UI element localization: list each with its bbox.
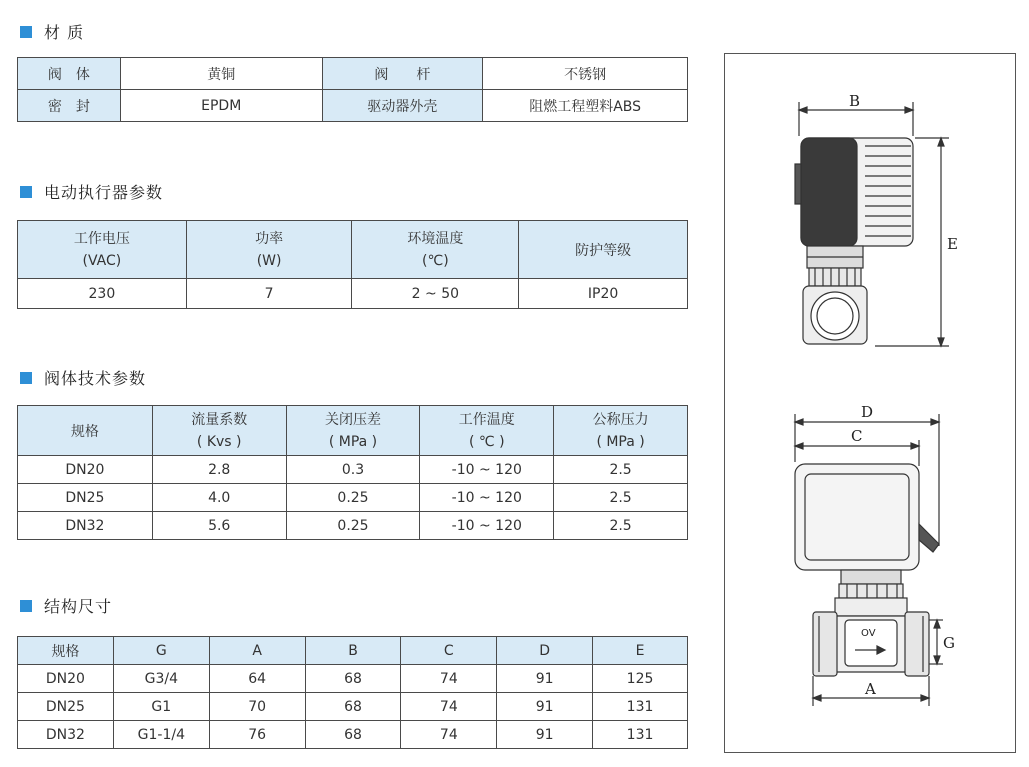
table-cell: G3/4 xyxy=(113,665,209,693)
table-row xyxy=(18,456,688,484)
table-cell: 64 xyxy=(209,665,305,693)
table-cell: G1-1/4 xyxy=(113,721,209,749)
material-label: 驱动器外壳 xyxy=(322,90,483,122)
dim-label-e: E xyxy=(947,235,958,253)
table-cell: DN20 xyxy=(18,456,153,484)
dim-label-g: G xyxy=(943,634,955,652)
table-cell: 2.5 xyxy=(554,512,688,540)
table-cell: 0.25 xyxy=(286,484,420,512)
material-table xyxy=(17,57,688,122)
material-value: EPDM xyxy=(120,90,322,122)
section-marker-icon xyxy=(20,186,32,198)
table-cell: 131 xyxy=(593,693,688,721)
header-cell: 关闭压差 ( MPa ) xyxy=(286,406,420,456)
table-cell: 230 xyxy=(18,279,187,309)
table-cell: -10 ~ 120 xyxy=(420,512,554,540)
table-cell: DN20 xyxy=(18,665,114,693)
table-cell: 74 xyxy=(401,665,497,693)
table-cell: 91 xyxy=(497,721,593,749)
table-cell: -10 ~ 120 xyxy=(420,484,554,512)
header-cell: 功率 (W) xyxy=(186,221,352,279)
table-row xyxy=(18,693,688,721)
header-cell: 防护等级 xyxy=(519,221,688,279)
header-cell: 规格 xyxy=(18,406,153,456)
table-row xyxy=(18,665,688,693)
table-row xyxy=(18,58,688,90)
table-cell: 70 xyxy=(209,693,305,721)
table-row xyxy=(18,721,688,749)
table-row xyxy=(18,484,688,512)
table-cell: 0.25 xyxy=(286,512,420,540)
table-cell: 2.8 xyxy=(152,456,286,484)
table-cell: 74 xyxy=(401,721,497,749)
table-cell: 76 xyxy=(209,721,305,749)
table-cell: DN32 xyxy=(18,512,153,540)
table-cell: 2 ~ 50 xyxy=(352,279,519,309)
actuator-table xyxy=(17,220,688,309)
header-cell: B xyxy=(305,637,401,665)
header-cell: 公称压力 ( MPa ) xyxy=(554,406,688,456)
table-cell: DN25 xyxy=(18,693,114,721)
header-cell: 流量系数 ( Kvs ) xyxy=(152,406,286,456)
dim-label-a: A xyxy=(865,680,876,698)
table-cell: IP20 xyxy=(519,279,688,309)
table-cell: DN32 xyxy=(18,721,114,749)
table-cell: 0.3 xyxy=(286,456,420,484)
table-cell: 4.0 xyxy=(152,484,286,512)
table-cell: 68 xyxy=(305,665,401,693)
dim-label-b: B xyxy=(849,92,861,110)
header-cell: A xyxy=(209,637,305,665)
table-header-row xyxy=(18,406,688,456)
header-cell: E xyxy=(593,637,688,665)
material-value: 黄铜 xyxy=(120,58,322,90)
table-row xyxy=(18,512,688,540)
valve-actuator-drawing xyxy=(724,53,1016,753)
table-cell: 7 xyxy=(186,279,352,309)
table-cell: 91 xyxy=(497,665,593,693)
table-cell: DN25 xyxy=(18,484,153,512)
material-value: 不锈钢 xyxy=(483,58,688,90)
header-cell: D xyxy=(497,637,593,665)
table-cell: 2.5 xyxy=(554,456,688,484)
table-cell: 68 xyxy=(305,721,401,749)
section-marker-icon xyxy=(20,372,32,384)
table-row xyxy=(18,279,688,309)
section-title-structure xyxy=(20,594,112,617)
table-row xyxy=(18,90,688,122)
table-cell: 5.6 xyxy=(152,512,286,540)
section-title-valve xyxy=(20,366,146,389)
section-marker-icon xyxy=(20,600,32,612)
header-cell: C xyxy=(401,637,497,665)
valve-table xyxy=(17,405,688,540)
valve-title: 阀体技术参数 xyxy=(44,369,147,388)
header-cell: 工作电压 (VAC) xyxy=(18,221,187,279)
table-cell: 2.5 xyxy=(554,484,688,512)
table-cell: 68 xyxy=(305,693,401,721)
header-cell: 环境温度 (℃) xyxy=(352,221,519,279)
dim-label-c: C xyxy=(851,427,863,445)
ov-marking: OV xyxy=(861,628,876,639)
table-cell: G1 xyxy=(113,693,209,721)
table-header-row xyxy=(18,221,688,279)
material-label: 阀 杆 xyxy=(322,58,483,90)
dim-label-d: D xyxy=(861,403,874,421)
table-cell: 131 xyxy=(593,721,688,749)
material-value: 阻燃工程塑料ABS xyxy=(483,90,688,122)
header-cell: 规格 xyxy=(18,637,114,665)
header-cell: G xyxy=(113,637,209,665)
section-marker-icon xyxy=(20,26,32,38)
valve-drawing-icon xyxy=(725,54,1015,752)
table-cell: 91 xyxy=(497,693,593,721)
section-title-actuator xyxy=(20,180,163,203)
table-cell: 74 xyxy=(401,693,497,721)
structure-table xyxy=(17,636,688,749)
material-label: 密 封 xyxy=(18,90,121,122)
table-cell: 125 xyxy=(593,665,688,693)
structure-title: 结构尺寸 xyxy=(44,597,113,616)
header-cell: 工作温度 ( ℃ ) xyxy=(420,406,554,456)
actuator-title: 电动执行器参数 xyxy=(44,183,164,202)
table-cell: -10 ~ 120 xyxy=(420,456,554,484)
material-title: 材 质 xyxy=(44,23,85,42)
section-title-material xyxy=(20,20,84,43)
material-label: 阀 体 xyxy=(18,58,121,90)
table-header-row xyxy=(18,637,688,665)
